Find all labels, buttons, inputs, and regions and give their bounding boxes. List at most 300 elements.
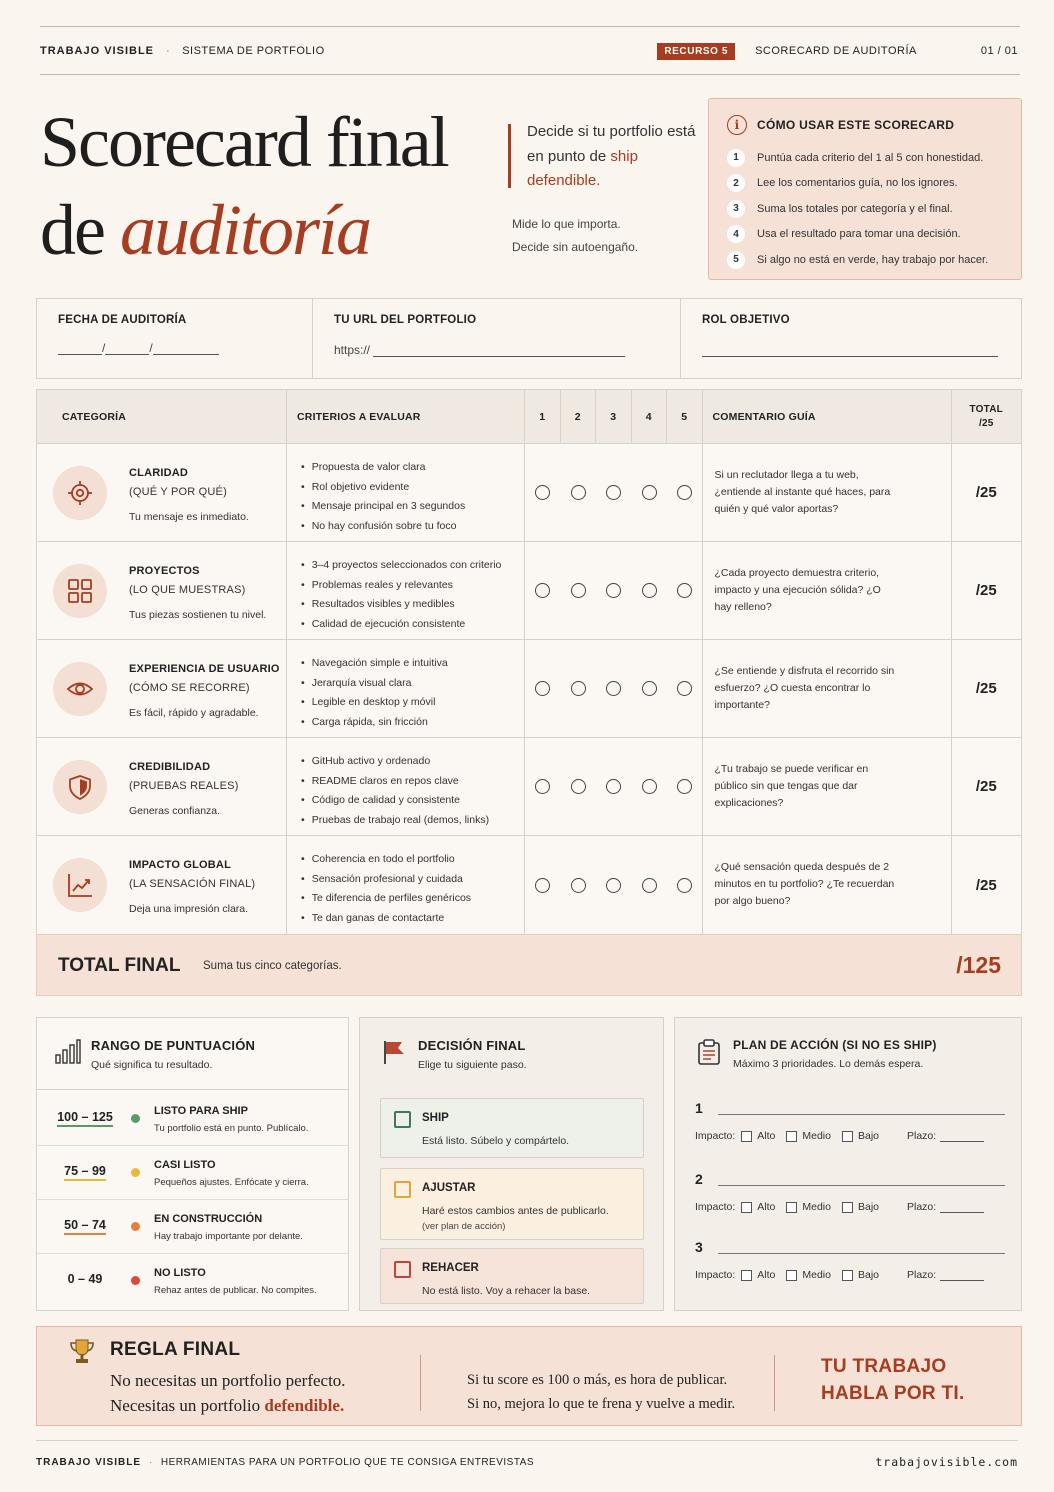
guide-comment: ¿Qué sensación queda después de 2 minutos en tu portfolio? ¿Te recuerdan por algo bueno?: [714, 861, 895, 907]
score-cell-1: [525, 542, 561, 639]
decision-option-ship[interactable]: [380, 1098, 644, 1158]
range-value: [57, 1218, 113, 1232]
step-text: Lee los comentarios guía, no los ignores.: [757, 177, 958, 190]
title-accent: auditoría: [119, 190, 370, 270]
criteria-cell: [287, 836, 525, 934]
impact-option[interactable]: [786, 1201, 831, 1213]
howto-box: [708, 98, 1022, 280]
decision-option-ajustar[interactable]: [380, 1168, 644, 1240]
score-cell-3: [596, 640, 632, 737]
final-rule-line-1: No necesitas un portfolio perfecto.: [110, 1371, 346, 1390]
eye-icon: [66, 675, 94, 703]
range-row: [37, 1254, 349, 1308]
url-field[interactable]: [313, 299, 681, 378]
status-dot: [131, 1114, 140, 1123]
deadline-input[interactable]: [940, 1130, 984, 1142]
tagline: [527, 120, 697, 194]
score-cell-2: [561, 640, 597, 737]
target-icon: [66, 479, 94, 507]
impact-option-label: Alto: [757, 1130, 776, 1142]
impact-label: Impacto:: [695, 1269, 736, 1281]
step-text: Suma los totales por categoría y el final.: [757, 202, 953, 215]
comment-cell: [703, 444, 952, 541]
table-body: [37, 444, 1021, 934]
range-value-text: 50 – 74: [64, 1218, 106, 1235]
decision-checkbox[interactable]: [394, 1261, 411, 1278]
decision-checkbox[interactable]: [394, 1181, 411, 1198]
impact-option-label: Bajo: [857, 1130, 879, 1142]
step-number: 4: [727, 225, 745, 243]
score-cell-1: [525, 836, 561, 934]
score-cell-2: [561, 542, 597, 639]
impact-checkbox[interactable]: [786, 1131, 797, 1142]
criteria-list: [301, 458, 465, 537]
role-label: ROL OBJETIVO: [702, 314, 790, 326]
guide-comment: Si un reclutador llega a tu web, ¿entiende al instante qué haces, para quién y qué valor aportas?: [714, 469, 891, 515]
criteria-cell: [287, 444, 525, 541]
score-cell-3: [596, 542, 632, 639]
criteria-item: • Jerarquía visual clara: [301, 674, 448, 694]
impact-checkbox[interactable]: [786, 1270, 797, 1281]
impact-checkbox[interactable]: [842, 1202, 853, 1213]
category-icon-wrap: [53, 466, 107, 520]
score-radio-4[interactable]: [642, 878, 657, 893]
score-radio-1[interactable]: [535, 779, 550, 794]
plan-number: 2: [695, 1171, 703, 1187]
table-row: [37, 738, 1021, 836]
clipboard-icon: [695, 1038, 723, 1066]
final-rule-divider-1: [420, 1355, 421, 1411]
footer-separator: ·: [149, 1456, 153, 1468]
range-title: RANGO DE PUNTUACIÓN: [91, 1038, 256, 1053]
category-name: IMPACTO GLOBAL: [129, 859, 231, 871]
score-radio-5[interactable]: [677, 485, 692, 500]
header-score-3: 3: [596, 390, 632, 443]
score-cell-1: [525, 444, 561, 541]
range-sub: Qué significa tu resultado.: [91, 1059, 213, 1071]
score-radio-2[interactable]: [571, 583, 586, 598]
impact-option-label: Medio: [802, 1130, 831, 1142]
deadline-input[interactable]: [940, 1269, 984, 1281]
final-rule-middle: [467, 1368, 735, 1416]
header-score-2: 2: [561, 390, 597, 443]
category-cell: [37, 738, 287, 835]
decision-header: [380, 1038, 527, 1071]
header-score-4: 4: [632, 390, 668, 443]
score-radio-2[interactable]: [571, 878, 586, 893]
header-score-1: 1: [525, 390, 561, 443]
score-radio-5[interactable]: [677, 681, 692, 696]
brand-name: TRABAJO VISIBLE: [40, 45, 155, 57]
plan-priority-input[interactable]: [718, 1114, 1005, 1115]
row-total: /25: [975, 484, 997, 501]
category-icon-wrap: [53, 760, 107, 814]
bar-chart-icon: [53, 1038, 81, 1066]
footer: [36, 1455, 1018, 1469]
plan-header: [695, 1038, 937, 1070]
decision-description: [422, 1134, 569, 1149]
category-cell: [37, 836, 287, 934]
decision-description: [422, 1204, 609, 1234]
score-cell-5: [667, 738, 703, 835]
range-value-text: 100 – 125: [57, 1110, 113, 1127]
impact-option[interactable]: [741, 1269, 775, 1281]
date-sep-1: /: [102, 341, 106, 355]
deadline-label: Plazo:: [907, 1130, 937, 1142]
category-cell: [37, 444, 287, 541]
impact-option[interactable]: [842, 1269, 879, 1281]
guide-comment: ¿Tu trabajo se puede verificar en público sin que tengas que dar explicaciones?: [714, 763, 869, 809]
final-rule-slogan: [821, 1353, 965, 1407]
final-rule-divider-2: [774, 1355, 775, 1411]
impact-label: Impacto:: [695, 1130, 736, 1142]
slogan-line-2: HABLA POR TI.: [821, 1383, 965, 1404]
score-cell-5: [667, 640, 703, 737]
plan-options: [695, 1201, 984, 1213]
score-radio-4[interactable]: [642, 779, 657, 794]
impact-option[interactable]: [741, 1201, 775, 1213]
category-subtitle: (PRUEBAS REALES): [129, 780, 239, 792]
footer-tagline: HERRAMIENTAS PARA UN PORTFOLIO QUE TE CONSIGA ENTREVISTAS: [160, 1456, 535, 1468]
table-row: [37, 444, 1021, 542]
howto-step: [727, 145, 988, 171]
date-field[interactable]: [37, 299, 313, 378]
tagline-text: Decide si tu portfolio está en punto de: [527, 123, 696, 165]
guide-comment: ¿Se entiende y disfruta el recorrido sin esfuerzo? ¿O cuesta encontrar lo importante?: [714, 665, 895, 711]
criteria-item: • Problemas reales y relevantes: [301, 576, 501, 596]
score-radio-2[interactable]: [571, 485, 586, 500]
category-icon-wrap: [53, 564, 107, 618]
plan-priority-input[interactable]: [718, 1253, 1005, 1254]
plan-sub: Máximo 3 prioridades. Lo demás espera.: [733, 1058, 924, 1070]
category-name: CLARIDAD: [129, 467, 189, 479]
range-value-text: 0 – 49: [67, 1272, 103, 1286]
final-rule: [36, 1326, 1022, 1426]
score-cell-3: [596, 836, 632, 934]
tagline-sub-2: Decide sin autoengaño.: [512, 240, 639, 254]
category-subtitle: (LA SENSACIÓN FINAL): [129, 878, 256, 890]
shield-icon: [66, 773, 94, 801]
howto-step: [727, 171, 988, 197]
impact-option[interactable]: [842, 1130, 879, 1142]
criteria-cell: [287, 640, 525, 737]
plan-priority-input[interactable]: [718, 1185, 1005, 1186]
category-description: Tus piezas sostienen tu nivel.: [129, 609, 267, 621]
plan-options: [695, 1130, 984, 1142]
criteria-item: • Código de calidad y consistente: [301, 791, 489, 811]
tagline-period: .: [596, 172, 601, 189]
range-label: LISTO PARA SHIP: [154, 1105, 248, 1117]
final-rule-title: REGLA FINAL: [110, 1339, 241, 1360]
impact-label: Impacto:: [695, 1201, 736, 1213]
range-row: [37, 1092, 349, 1146]
category-name: PROYECTOS: [129, 565, 200, 577]
score-cell-4: [632, 640, 668, 737]
score-radio-4[interactable]: [642, 681, 657, 696]
criteria-item: • Coherencia en todo el portfolio: [301, 850, 471, 870]
trophy-icon: [67, 1337, 97, 1367]
score-radio-5[interactable]: [677, 878, 692, 893]
criteria-item: • Resultados visibles y medibles: [301, 595, 501, 615]
decision-sub: Elige tu siguiente paso.: [418, 1059, 527, 1071]
final-rule-accent: defendible.: [264, 1396, 345, 1415]
impact-option-label: Bajo: [857, 1269, 879, 1281]
range-row: [37, 1146, 349, 1200]
criteria-list: [301, 752, 489, 831]
row-total: /25: [975, 582, 997, 599]
criteria-list: [301, 850, 471, 929]
impact-option[interactable]: [786, 1269, 831, 1281]
plan-title: PLAN DE ACCIÓN (SI NO ES SHIP): [733, 1038, 937, 1052]
criteria-item: • Te diferencia de perfiles genéricos: [301, 889, 471, 909]
score-radio-3[interactable]: [606, 583, 621, 598]
audit-fields: [36, 298, 1022, 379]
header-criteria: CRITERIOS A EVALUAR: [287, 390, 525, 443]
scorecard-table: [36, 389, 1022, 935]
score-radio-5[interactable]: [677, 779, 692, 794]
plan-number: 3: [695, 1239, 703, 1255]
deadline-label: Plazo:: [907, 1269, 937, 1281]
top-bar: [40, 40, 1018, 62]
criteria-item: • Te dan ganas de contactarte: [301, 909, 471, 929]
deadline-label: Plazo:: [907, 1201, 937, 1213]
howto-title: CÓMO USAR ESTE SCORECARD: [757, 118, 955, 132]
criteria-item: • README claros en repos clave: [301, 772, 489, 792]
comment-cell: [703, 738, 952, 835]
header-comment: COMENTARIO GUÍA: [703, 390, 952, 443]
range-value: [57, 1164, 113, 1178]
criteria-item: • Mensaje principal en 3 segundos: [301, 497, 465, 517]
score-radio-3[interactable]: [606, 779, 621, 794]
category-subtitle: (LO QUE MUESTRAS): [129, 584, 246, 596]
url-label: TU URL DEL PORTFOLIO: [334, 314, 477, 326]
criteria-list: [301, 654, 448, 733]
score-cell-2: [561, 444, 597, 541]
category-description: Tu mensaje es inmediato.: [129, 511, 249, 523]
document-name: SCORECARD DE AUDITORÍA: [755, 45, 917, 57]
decision-description-text: No está listo. Voy a rehacer la base.: [422, 1285, 591, 1297]
score-radio-4[interactable]: [642, 583, 657, 598]
impact-checkbox[interactable]: [786, 1202, 797, 1213]
criteria-cell: [287, 542, 525, 639]
impact-checkbox[interactable]: [741, 1131, 752, 1142]
row-total: /25: [975, 680, 997, 697]
criteria-item: • Navegación simple e intuitiva: [301, 654, 448, 674]
impact-option[interactable]: [842, 1201, 879, 1213]
category-description: Es fácil, rápido y agradable.: [129, 707, 259, 719]
page-number: 01 / 01: [980, 45, 1018, 57]
impact-option[interactable]: [741, 1130, 775, 1142]
score-radio-1[interactable]: [535, 681, 550, 696]
role-field[interactable]: [681, 299, 1021, 378]
decision-panel: [359, 1017, 664, 1311]
impact-option-label: Alto: [757, 1201, 776, 1213]
range-label: CASI LISTO: [154, 1159, 216, 1171]
impact-option-label: Medio: [802, 1269, 831, 1281]
top-divider: [40, 26, 1020, 27]
url-prefix: https://: [334, 343, 371, 357]
footer-divider: [36, 1440, 1018, 1441]
decision-description-text: Está listo. Súbelo y compártelo.: [422, 1135, 570, 1147]
brand-separator: ·: [166, 45, 171, 57]
criteria-item: • Sensación profesional y cuidada: [301, 870, 471, 890]
range-value: [57, 1272, 113, 1286]
decision-title: DECISIÓN FINAL: [418, 1038, 526, 1053]
table-row: [37, 640, 1021, 738]
score-radio-4[interactable]: [642, 485, 657, 500]
final-rule-mid-2: Si no, mejora lo que te frena y vuelve a medir.: [467, 1396, 736, 1412]
category-name: EXPERIENCIA DE USUARIO: [129, 663, 280, 675]
total-final-sub: Suma tus cinco categorías.: [203, 960, 342, 972]
score-cell-5: [667, 542, 703, 639]
total-final-value: /125: [956, 952, 1001, 978]
criteria-item: • Carga rápida, sin fricción: [301, 713, 448, 733]
header-divider: [40, 74, 1020, 75]
table-header: [37, 390, 1021, 444]
decision-label: SHIP: [422, 1112, 449, 1124]
range-value-text: 75 – 99: [64, 1164, 106, 1181]
decision-label: REHACER: [422, 1262, 479, 1274]
flag-icon: [380, 1038, 408, 1066]
header-score-5: 5: [667, 390, 703, 443]
score-cell-4: [632, 444, 668, 541]
final-rule-mid-1: Si tu score es 100 o más, es hora de publicar.: [467, 1372, 728, 1388]
impact-option-label: Bajo: [857, 1201, 879, 1213]
decision-description: [422, 1284, 590, 1299]
impact-option-label: Medio: [802, 1201, 831, 1213]
final-rule-text: [110, 1368, 346, 1418]
score-cell-4: [632, 542, 668, 639]
step-number: 1: [727, 149, 745, 167]
criteria-item: • GitHub activo y ordenado: [301, 752, 489, 772]
impact-option[interactable]: [786, 1130, 831, 1142]
decision-description-text: Haré estos cambios antes de publicarlo.: [422, 1205, 609, 1217]
score-radio-2[interactable]: [571, 681, 586, 696]
score-cell-4: [632, 738, 668, 835]
title-plain: de: [40, 190, 104, 270]
url-input[interactable]: [334, 343, 625, 357]
row-total: /25: [975, 876, 997, 894]
comment-cell: [703, 640, 952, 737]
step-text: Usa el resultado para tomar una decisión.: [757, 228, 961, 241]
step-number: 5: [727, 251, 745, 269]
category-cell: [37, 542, 287, 639]
range-panel: [36, 1017, 349, 1311]
score-radio-3[interactable]: [606, 681, 621, 696]
criteria-item: • Pruebas de trabajo real (demos, links): [301, 811, 489, 831]
guide-comment: ¿Cada proyecto demuestra criterio, impacto y una ejecución sólida? ¿O hay relleno?: [714, 567, 881, 613]
criteria-item: • Rol objetivo evidente: [301, 478, 465, 498]
howto-step: [727, 222, 988, 248]
tagline-accent-bar: [508, 124, 511, 188]
score-cell-1: [525, 738, 561, 835]
criteria-item: • Legible en desktop y móvil: [301, 693, 448, 713]
score-radio-1[interactable]: [535, 878, 550, 893]
tagline-sub-1: Mide lo que importa.: [512, 217, 621, 231]
status-dot: [131, 1222, 140, 1231]
slogan-line-1: TU TRABAJO: [821, 1356, 947, 1377]
score-cell-3: [596, 444, 632, 541]
decision-checkbox[interactable]: [394, 1111, 411, 1128]
title-line-2: [40, 186, 448, 274]
info-icon: i: [727, 115, 747, 135]
footer-url[interactable]: trabajovisible.com: [875, 1455, 1018, 1469]
range-row: [37, 1200, 349, 1254]
tagline-sub: [512, 213, 638, 259]
table-row: [37, 542, 1021, 640]
score-cell-3: [596, 738, 632, 835]
range-description: Tu portfolio está en punto. Publícalo.: [154, 1123, 309, 1134]
date-input[interactable]: [58, 341, 219, 355]
total-final-label: TOTAL FINAL: [58, 955, 181, 976]
criteria-item: • 3–4 proyectos seleccionados con criterio: [301, 556, 501, 576]
score-cell-1: [525, 640, 561, 737]
decision-option-rehacer[interactable]: [380, 1248, 644, 1304]
decision-note: (ver plan de acción): [422, 1221, 506, 1232]
score-cell-5: [667, 444, 703, 541]
final-rule-line-2-text: Necesitas un portfolio: [110, 1396, 261, 1415]
criteria-item: • Propuesta de valor clara: [301, 458, 465, 478]
tagline-accent: ship defendible: [527, 147, 638, 189]
score-radio-5[interactable]: [677, 583, 692, 598]
step-text: Si algo no está en verde, hay trabajo por hacer.: [757, 253, 989, 266]
plan-options: [695, 1269, 984, 1281]
score-radio-2[interactable]: [571, 779, 586, 794]
date-sep-2: /: [149, 341, 153, 355]
score-cell-4: [632, 836, 668, 934]
status-dot: [131, 1276, 140, 1285]
impact-checkbox[interactable]: [741, 1270, 752, 1281]
category-description: Generas confianza.: [129, 805, 221, 817]
criteria-item: • No hay confusión sobre tu foco: [301, 517, 465, 537]
header-total-label: TOTAL: [969, 403, 1003, 415]
impact-checkbox[interactable]: [842, 1131, 853, 1142]
plan-number: 1: [695, 1100, 703, 1116]
deadline-input[interactable]: [940, 1201, 984, 1213]
howto-step: [727, 247, 988, 273]
step-number: 2: [727, 174, 745, 192]
role-input[interactable]: [702, 343, 998, 357]
header-total: [952, 390, 1022, 443]
grid-icon: [66, 577, 94, 605]
range-description: Pequeños ajustes. Enfócate y cierra.: [154, 1177, 309, 1188]
table-row: [37, 836, 1021, 934]
category-description: Deja una impresión clara.: [129, 903, 249, 915]
range-header: [53, 1038, 255, 1071]
score-cell-2: [561, 836, 597, 934]
category-cell: [37, 640, 287, 737]
header-total-sub: /25: [978, 417, 994, 429]
final-rule-line-2: [110, 1393, 346, 1418]
score-cell-2: [561, 738, 597, 835]
score-radio-3[interactable]: [606, 485, 621, 500]
system-name: SISTEMA DE PORTFOLIO: [182, 45, 325, 57]
howto-step: [727, 196, 988, 222]
score-radio-1[interactable]: [535, 583, 550, 598]
impact-checkbox[interactable]: [741, 1202, 752, 1213]
step-number: 3: [727, 200, 745, 218]
score-radio-3[interactable]: [606, 878, 621, 893]
category-subtitle: (CÓMO SE RECORRE): [129, 682, 250, 694]
impact-checkbox[interactable]: [842, 1270, 853, 1281]
howto-steps: [727, 145, 988, 273]
header-category: CATEGORÍA: [37, 390, 287, 443]
trend-chart-icon: [66, 871, 94, 899]
score-radio-1[interactable]: [535, 485, 550, 500]
range-description: Hay trabajo importante por delante.: [154, 1231, 303, 1242]
howto-header: [727, 115, 954, 135]
category-subtitle: (QUÉ Y POR QUÉ): [129, 486, 227, 498]
